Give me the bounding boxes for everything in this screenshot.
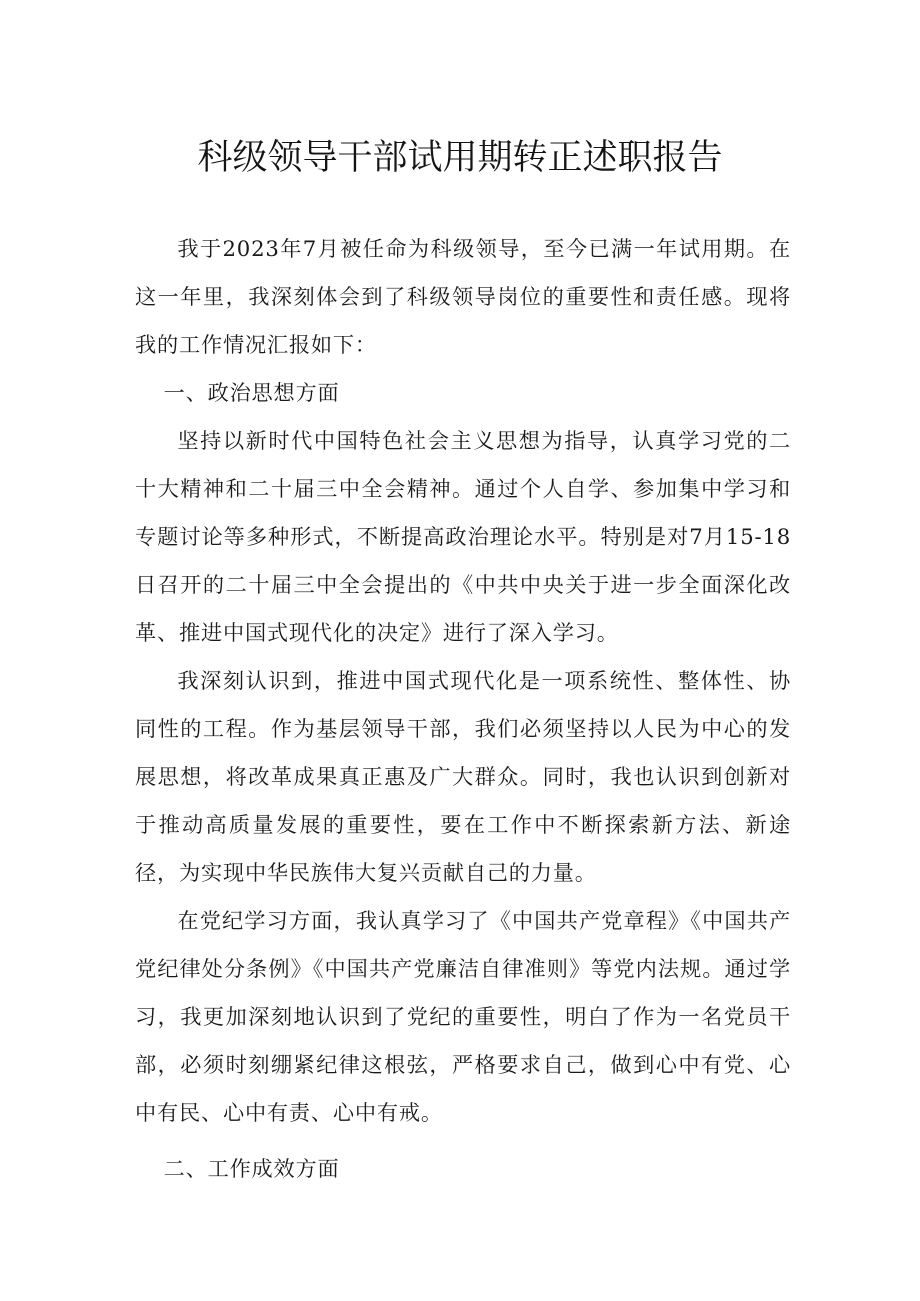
political-paragraph-1: 坚持以新时代中国特色社会主义思想为指导，认真学习党的二十大精神和二十届三中全会精神。通过个人自学、参加集中学习和专题讨论等多种形式，不断提高政治理论水平。特别是对7月15-18日召开的二十届三中全会提出的《中共中央关于进一步全面深化改革、推进中国式现代化的决定》进行了深入学习。 [135,428,791,645]
document-body [135,225,791,1193]
intro-paragraph: 我于2023年7月被任命为科级领导，至今已满一年试用期。在这一年里，我深刻体会到了科级领导岗位的重要性和责任感。现将我的工作情况汇报如下： [135,236,791,357]
section-gap [135,1137,791,1145]
document-title: 科级领导干部试用期转正述职报告 [197,138,723,178]
political-paragraph-2: 我深刻认识到，推进中国式现代化是一项系统性、整体性、协同性的工程。作为基层领导干部，我们必须坚持以人民为中心的发展思想，将改革成果真正惠及广大群众。同时，我也认识到创新对于推动高质量发展的重要性，要在工作中不断探索新方法、新途径，为实现中华民族伟大复兴贡献自己的力量。 [135,668,791,885]
section-heading-work-results: 二、工作成效方面 [163,1156,340,1181]
section-heading-political: 一、政治思想方面 [163,380,340,405]
political-paragraph-3: 在党纪学习方面，我认真学习了《中国共产党章程》《中国共产党纪律处分条例》《中国共产党廉洁自律准则》等党内法规。通过学习，我更加深刻地认识到了党纪的重要性，明白了作为一名党员干部，必须时刻绷紧纪律这根弦，严格要求自己，做到心中有党、心中有民、心中有责、心中有戒。 [135,908,791,1125]
